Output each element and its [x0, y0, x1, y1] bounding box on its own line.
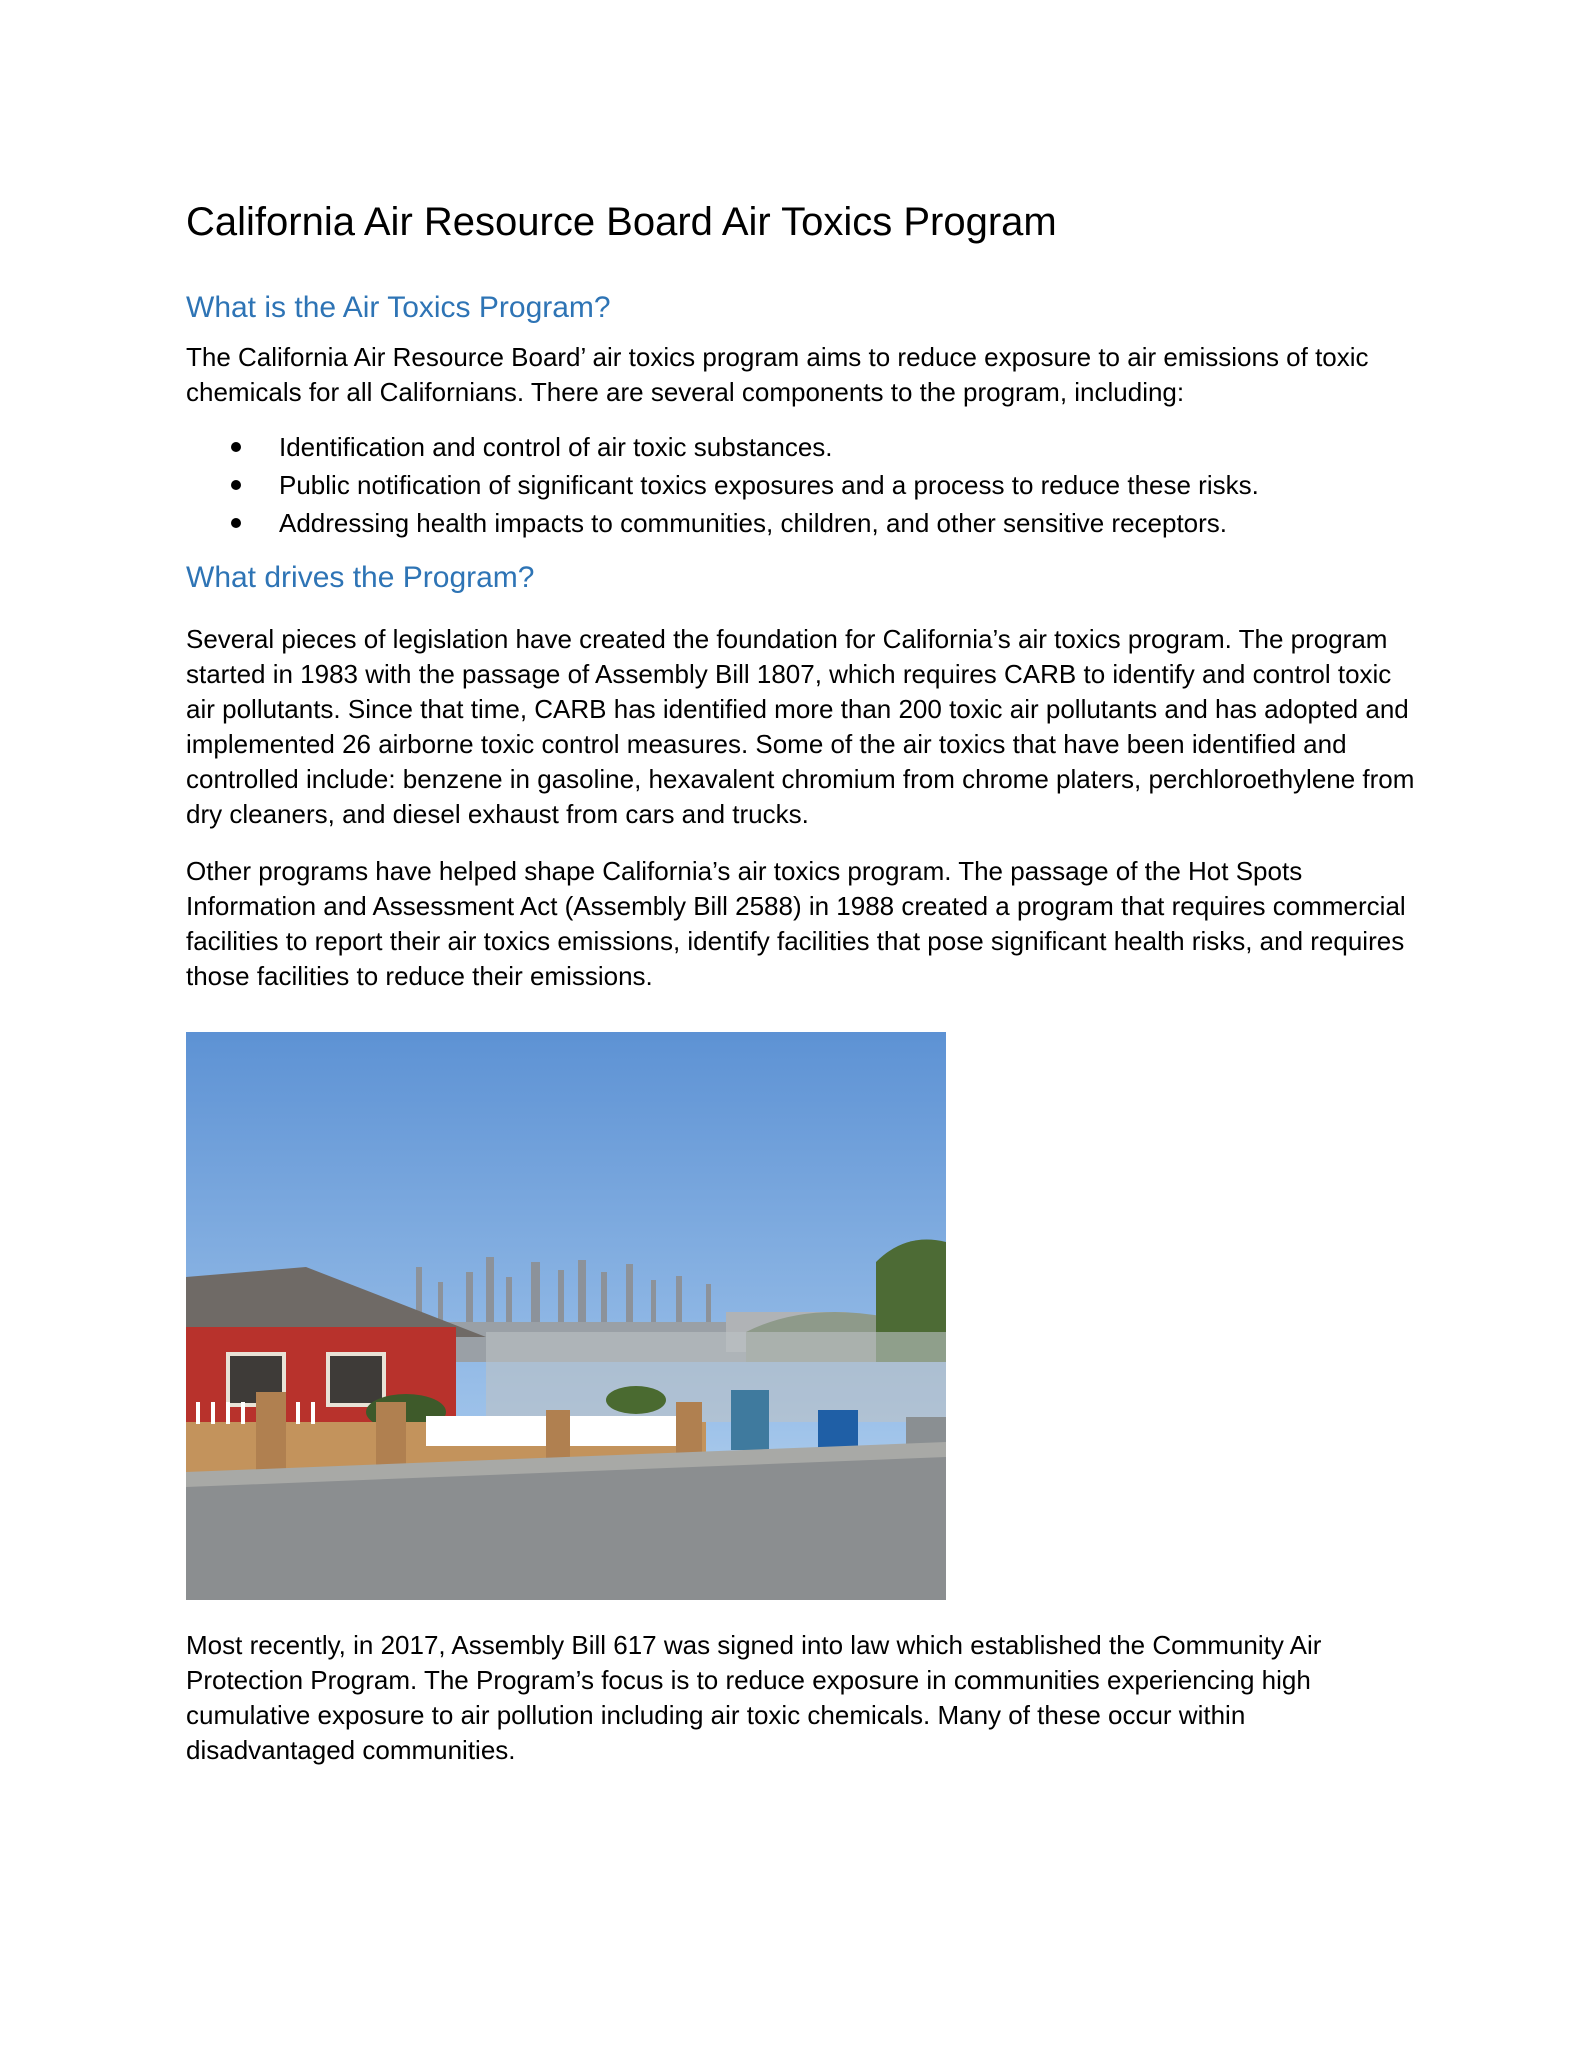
intro-paragraph: The California Air Resource Board’ air toxics program aims to reduce exposure to air emissions of toxic chemicals for all Californians. There are several components to the program, including: — [186, 342, 1369, 407]
list-item-text: Addressing health impacts to communities, children, and other sensitive receptors. — [279, 508, 1228, 538]
bullet-icon — [231, 480, 241, 490]
list-item-text: Public notification of significant toxics exposures and a process to reduce these risks. — [279, 470, 1259, 500]
list-item — [186, 504, 1416, 542]
list-item — [186, 466, 1416, 504]
section-what-is-program — [186, 288, 1416, 542]
program-components-list — [186, 428, 1416, 542]
document-title: California Air Resource Board Air Toxics Program — [186, 200, 1057, 244]
ab617-paragraph: Most recently, in 2017, Assembly Bill 617 was signed into law which established the Community Air Protection Program. The Program’s focus is to reduce exposure in communities experiencing high cumulative exposure to air pollution including air toxic chemicals. Many of these occur within disadvantaged communities. — [186, 1630, 1322, 1765]
refinery-neighborhood-photo — [186, 1032, 946, 1600]
bullet-icon — [231, 518, 241, 528]
section-heading-what-drives: What drives the Program? — [186, 561, 535, 594]
legislation-paragraph: Several pieces of legislation have created the foundation for California’s air toxics program. The program started in 1983 with the passage of Assembly Bill 1807, which requires CARB to identify and control toxic air pollutants. Since that time, CARB has identified more than 200 toxic air pollutants and has adopted and implemented 26 airborne toxic control measures. Some of the air toxics that have been identified and controlled include: benzene in gasoline, hexavalent chromium from chrome platers, perchloroethylene from dry cleaners, and diesel exhaust from cars and trucks. — [186, 624, 1415, 829]
bullet-icon — [231, 442, 241, 452]
section-what-drives-program — [186, 558, 1416, 1768]
hot-spots-paragraph: Other programs have helped shape California’s air toxics program. The passage of the Hot Spots Information and Assessment Act (Assembly Bill 2588) in 1988 created a program that requires commercial facilities to report their air toxics emissions, identify facilities that pose significant health risks, and requires those facilities to reduce their emissions. — [186, 856, 1406, 991]
section-heading-what-is: What is the Air Toxics Program? — [186, 291, 611, 324]
list-item — [186, 428, 1416, 466]
list-item-text: Identification and control of air toxic substances. — [279, 432, 833, 462]
document-body — [186, 196, 1416, 1768]
